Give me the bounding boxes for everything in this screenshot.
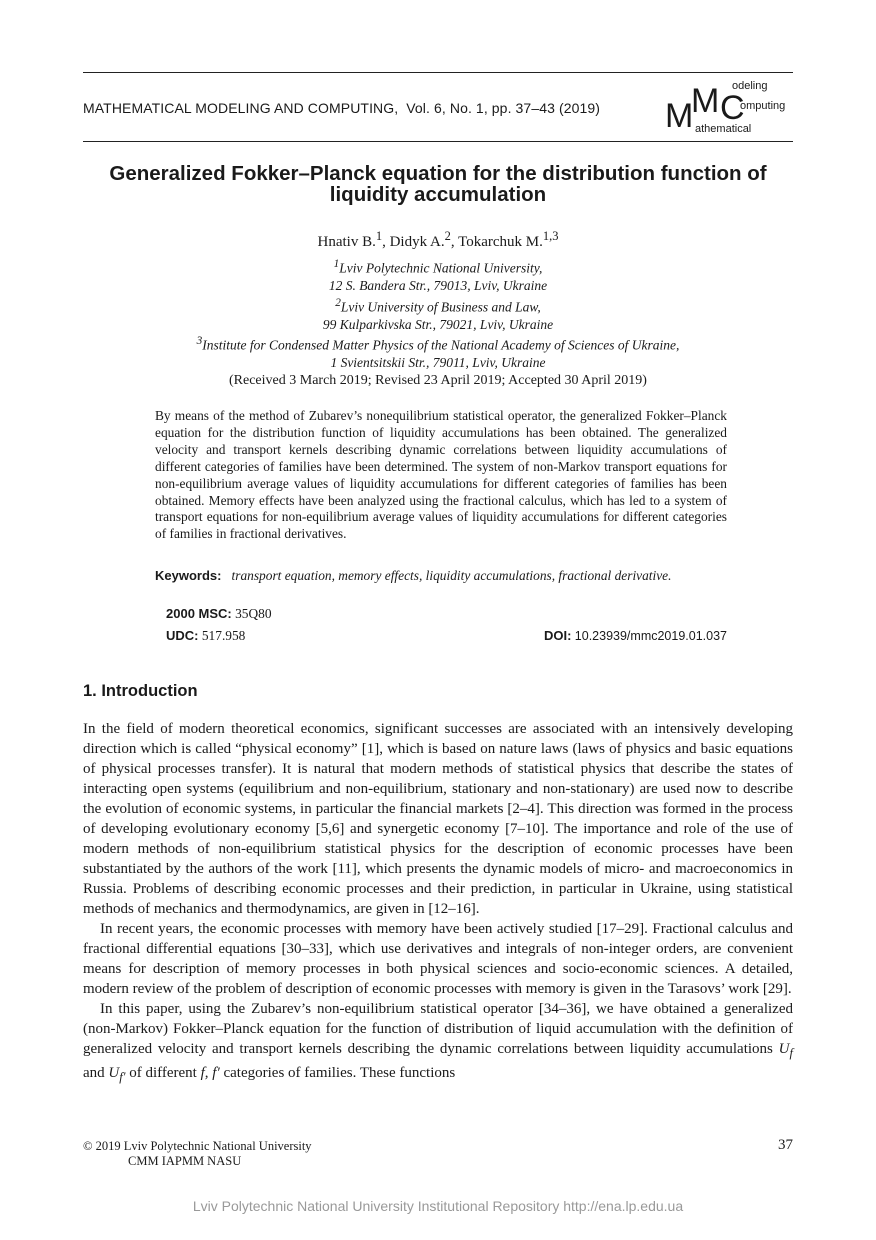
footer-copyright — [83, 1139, 312, 1169]
affiliation-1-name — [83, 256, 793, 277]
author-affiliation-mark: 1 — [375, 229, 383, 243]
math-symbol: f, f′ — [200, 1065, 220, 1081]
keywords-label: Keywords: — [155, 568, 222, 583]
affiliation-1-address: 12 S. Bandera Str., 79013, Lviv, Ukraine — [328, 278, 548, 294]
copyright-line-2: CMM IAPMM NASU — [128, 1154, 242, 1168]
math-symbol: U — [108, 1065, 120, 1081]
affiliation-mark: 2 — [335, 296, 341, 309]
paper-title — [83, 163, 793, 205]
doi-value[interactable]: 10.23939/mmc2019.01.037 — [574, 629, 727, 643]
affiliation-text: Lviv Polytechnic National University, — [339, 260, 543, 276]
journal-name: MATHEMATICAL MODELING AND COMPUTING, — [83, 100, 399, 116]
math-subscript: f′ — [119, 1070, 126, 1084]
keywords-text: transport equation, memory effects, liquidity accumulations, fractional derivative. — [231, 568, 672, 583]
doi — [544, 628, 727, 644]
journal-volume-info: Vol. 6, No. 1, pp. 37–43 (2019) — [406, 100, 601, 116]
affiliation-3-address: 1 Svientsitskii Str., 79011, Lviv, Ukraine — [330, 355, 546, 371]
affiliation-text: Institute for Condensed Matter Physics of the National Academy of Sciences of Ukraine, — [202, 337, 680, 353]
author-affiliation-mark: 1,3 — [542, 229, 559, 243]
journal-header — [83, 100, 600, 116]
paragraph-text: In this paper, using the Zubarev’s non-equilibrium statistical operator [34–36], we have obtained a generalized (non-Markov) Fokker–Planck equation for the function of distribution of liquid accumulation with the definition of generalized velocity and transport kernels describing the dynamic correlations between liquidity accumulations — [83, 1001, 793, 1057]
repository-watermark: Lviv Polytechnic National University Institutional Repository http://ena.lp.edu.ua — [192, 1198, 684, 1214]
author-name: Didyk A. — [389, 234, 445, 250]
udc-value: 517.958 — [201, 628, 246, 643]
paper-title-line-2: liquidity accumulation — [329, 183, 547, 206]
logo-letter-c: C — [720, 89, 745, 127]
keywords — [155, 567, 727, 584]
author-name: Tokarchuk M. — [458, 234, 543, 250]
header-top-rule — [83, 72, 793, 73]
logo-word-computing: omputing — [740, 100, 786, 112]
affiliations — [83, 256, 793, 372]
paragraph: In the field of modern theoretical economics, significant successes are associated with an intensively developing direction which is called “physical economy” [1], which is based on nature laws (laws of physics and basic equations of physical processes transfer). It is natural that modern methods of statistical physics that describe the states of interacting open systems (equilibrium and non-equilibrium, stationary and non-stationary) are used now to describe the evolution of economic systems, in particular the financial markets [2–4]. This direction was formed in the process of developing evolutionary economy [5,6] and synergetic economy [7–10]. The importance and role of the use of modern methods of non-equilibrium statistical physics for the description of economic processes have been substantiated by the authors of the work [11], which presents the dynamic models of micro- and macroeconomics in Russia. Problems of describing economic processes and their prediction, in particular in Ukraine, using statistical methods of mechanics and thermodynamics, are given in [12–16]. — [83, 721, 793, 917]
section-heading: 1. Introduction — [83, 682, 198, 700]
copyright-text: 2019 Lviv Polytechnic National University — [92, 1139, 312, 1153]
math-subscript: f — [789, 1046, 793, 1060]
affiliation-mark: 1 — [333, 258, 340, 270]
abstract: By means of the method of Zubarev’s nonequilibrium statistical operator, the generalized Fokker–Planck equation for the distribution function of liquidity accumulations has been obtained. The generalized velocity and transport kernels describing dynamic correlations between liquidity accumulations of different categories of families have been determined. The system of non-Markov transport equations for non-equilibrium average values of liquidity accumulations for different categories of families has been obtained. Memory effects have been analyzed using the fractional calculus, which has led to a system of transport equations for non-equilibrium average values of liquidity accumulations for different categories of families in fractional derivatives. — [155, 408, 727, 542]
paragraph: In recent years, the economic processes with memory have been actively studied [17–29]. Fractional calculus and fractional differential equations [30–33], which use derivatives and integrals of non-integer orders, are convenient means for description of memory processes in both physical sciences and socio-economic sciences. A detailed, modern review of the problem of description of economic processes with memory is given in the Tarasovs’ work [29]. — [83, 921, 793, 997]
msc-value: 35Q80 — [235, 606, 272, 621]
paragraph-text: of different — [125, 1065, 201, 1081]
author-affiliation-mark: 2 — [444, 229, 451, 243]
logo-word-mathematical: athematical — [695, 123, 752, 135]
affiliation-2-name — [83, 295, 793, 316]
udc-label: UDC: — [166, 628, 199, 643]
affiliation-text: Lviv University of Business and Law, — [340, 299, 541, 315]
affiliation-2-address: 99 Kulparkivska Str., 79021, Lviv, Ukraine — [322, 316, 554, 332]
mmc-journal-logo — [665, 79, 795, 139]
doi-label: DOI: — [543, 628, 572, 643]
paragraph-text: categories of families. These functions — [219, 1065, 456, 1081]
copyright-icon: © — [83, 1139, 93, 1153]
paper-title-line-1: Generalized Fokker–Planck equation for the distribution function of — [109, 162, 767, 185]
logo-letter-m-lower: M — [665, 97, 694, 135]
body-text — [83, 719, 793, 1087]
logo-letter-m-upper: M — [691, 82, 720, 120]
page-number: 37 — [778, 1137, 793, 1153]
received-dates: (Received 3 March 2019; Revised 23 April 2019; Accepted 30 April 2019) — [229, 373, 647, 388]
msc-label: 2000 MSC: — [166, 606, 232, 621]
author-name: Hnativ B. — [317, 234, 376, 250]
math-symbol: U — [778, 1041, 790, 1057]
affiliation-3-name — [83, 333, 793, 354]
udc-classification — [166, 628, 245, 644]
header-bottom-rule — [83, 141, 793, 142]
affiliation-mark: 3 — [196, 335, 203, 348]
paragraph — [83, 999, 793, 1087]
author-list — [83, 229, 793, 251]
paragraph-text: and — [83, 1065, 109, 1081]
author-separator: , — [382, 234, 390, 250]
copyright-line-1 — [83, 1139, 312, 1154]
msc-classification — [166, 606, 272, 622]
logo-word-modeling: odeling — [732, 80, 768, 92]
author-separator: , — [450, 234, 459, 250]
